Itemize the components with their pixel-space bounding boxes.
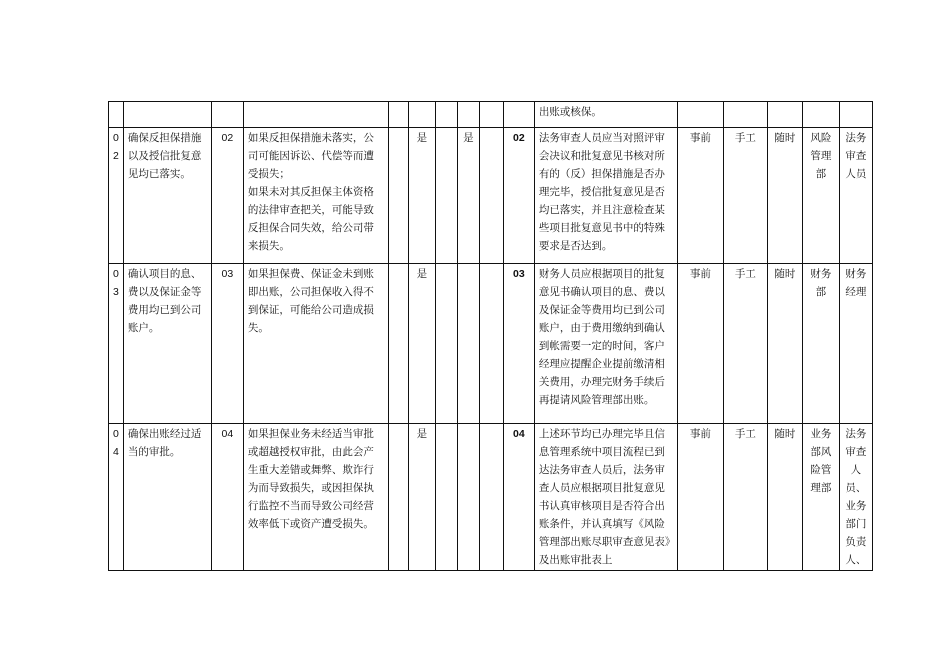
cell-empty bbox=[388, 424, 408, 571]
control-activity-cell: 上述环节均已办理完毕且信息管理系统中项目流程已到达法务审查人员后，法务审查人员应根据项目批复意见书认真审核项目是否符合出账条件，并认真填写《风险管理部出账尽职审查意见表》及出账审批表上 bbox=[534, 424, 677, 571]
cell-empty bbox=[457, 102, 479, 128]
cell-empty bbox=[457, 424, 479, 571]
risk-number-cell: 04 bbox=[211, 424, 243, 571]
assertion-mark-cell: 是 bbox=[408, 264, 435, 424]
assertion-mark-cell: 是 bbox=[408, 128, 435, 264]
control-matrix-table bbox=[108, 101, 873, 571]
cell-empty bbox=[435, 424, 457, 571]
assertion-mark-cell: 是 bbox=[457, 128, 479, 264]
control-number-cell: 03 bbox=[503, 264, 534, 424]
control-method-cell: 手工 bbox=[723, 264, 767, 424]
responsible-cell: 财务经理 bbox=[839, 264, 872, 424]
cell-empty bbox=[677, 102, 723, 128]
department-cell: 业务部风险管理部 bbox=[802, 424, 839, 571]
control-activity-cell: 出账或核保。 bbox=[534, 102, 677, 128]
cell-empty bbox=[767, 102, 802, 128]
cell-empty bbox=[479, 128, 503, 264]
table-row bbox=[109, 102, 873, 128]
cell-empty bbox=[435, 128, 457, 264]
row-number-cell: 02 bbox=[109, 128, 124, 264]
control-timing-cell: 事前 bbox=[677, 424, 723, 571]
department-cell: 风险管理部 bbox=[802, 128, 839, 264]
cell-empty bbox=[388, 128, 408, 264]
cell-empty bbox=[802, 102, 839, 128]
row-number-cell: 04 bbox=[109, 424, 124, 571]
cell-empty bbox=[839, 102, 872, 128]
control-frequency-cell: 随时 bbox=[767, 128, 802, 264]
control-objective-cell: 确保反担保措施以及授信批复意见均已落实。 bbox=[123, 128, 211, 264]
table-row bbox=[109, 424, 873, 571]
responsible-cell: 法务审查人员、业务部门负责人、 bbox=[839, 424, 872, 571]
assertion-mark-cell: 是 bbox=[408, 424, 435, 571]
control-activity-cell: 法务审查人员应当对照评审会决议和批复意见书核对所有的（反）担保措施是否办理完毕，授信批复意见是否均已落实，并且注意检查某些项目批复意见书中的特殊要求是否达到。 bbox=[534, 128, 677, 264]
risk-number-cell: 02 bbox=[211, 128, 243, 264]
control-method-cell: 手工 bbox=[723, 128, 767, 264]
cell-empty bbox=[435, 264, 457, 424]
table-row bbox=[109, 128, 873, 264]
cell-empty bbox=[479, 264, 503, 424]
control-timing-cell: 事前 bbox=[677, 264, 723, 424]
cell-empty bbox=[211, 102, 243, 128]
control-activity-cell: 财务人员应根据项目的批复意见书确认项目的息、费以及保证金等费用均已到公司账户，由于费用缴纳到确认到帐需要一定的时间，客户经理应提醒企业提前缴清相关费用，办理完财务手续后再提请风险管理部出账。 bbox=[534, 264, 677, 424]
control-number-cell: 04 bbox=[503, 424, 534, 571]
control-objective-cell: 确认项目的息、费以及保证金等费用均已到公司账户。 bbox=[123, 264, 211, 424]
cell-empty bbox=[243, 102, 388, 128]
cell-empty bbox=[479, 424, 503, 571]
cell-empty bbox=[503, 102, 534, 128]
risk-description-cell: 如果担保业务未经适当审批或超越授权审批，由此会产生重大差错或舞弊、欺诈行为而导致损失，或因担保执行监控不当而导致公司经营效率低下或资产遭受损失。 bbox=[243, 424, 388, 571]
table-row bbox=[109, 264, 873, 424]
cell-empty bbox=[457, 264, 479, 424]
risk-description-cell: 如果反担保措施未落实，公司可能因诉讼、代偿等而遭受损失； 如果未对其反担保主体资格的法律审查把关，可能导致反担保合同失效，给公司带来损失。 bbox=[243, 128, 388, 264]
risk-description-cell: 如果担保费、保证金未到账即出账，公司担保收入得不到保证，可能给公司造成损失。 bbox=[243, 264, 388, 424]
risk-number-cell: 03 bbox=[211, 264, 243, 424]
control-number-cell: 02 bbox=[503, 128, 534, 264]
cell-empty bbox=[435, 102, 457, 128]
control-objective-cell: 确保出账经过适当的审批。 bbox=[123, 424, 211, 571]
cell-empty bbox=[109, 102, 124, 128]
department-cell: 财务部 bbox=[802, 264, 839, 424]
responsible-cell: 法务审查人员 bbox=[839, 128, 872, 264]
cell-empty bbox=[123, 102, 211, 128]
row-number-cell: 03 bbox=[109, 264, 124, 424]
cell-empty bbox=[408, 102, 435, 128]
control-timing-cell: 事前 bbox=[677, 128, 723, 264]
control-frequency-cell: 随时 bbox=[767, 424, 802, 571]
cell-empty bbox=[388, 264, 408, 424]
control-method-cell: 手工 bbox=[723, 424, 767, 571]
cell-empty bbox=[479, 102, 503, 128]
control-frequency-cell: 随时 bbox=[767, 264, 802, 424]
cell-empty bbox=[388, 102, 408, 128]
cell-empty bbox=[723, 102, 767, 128]
